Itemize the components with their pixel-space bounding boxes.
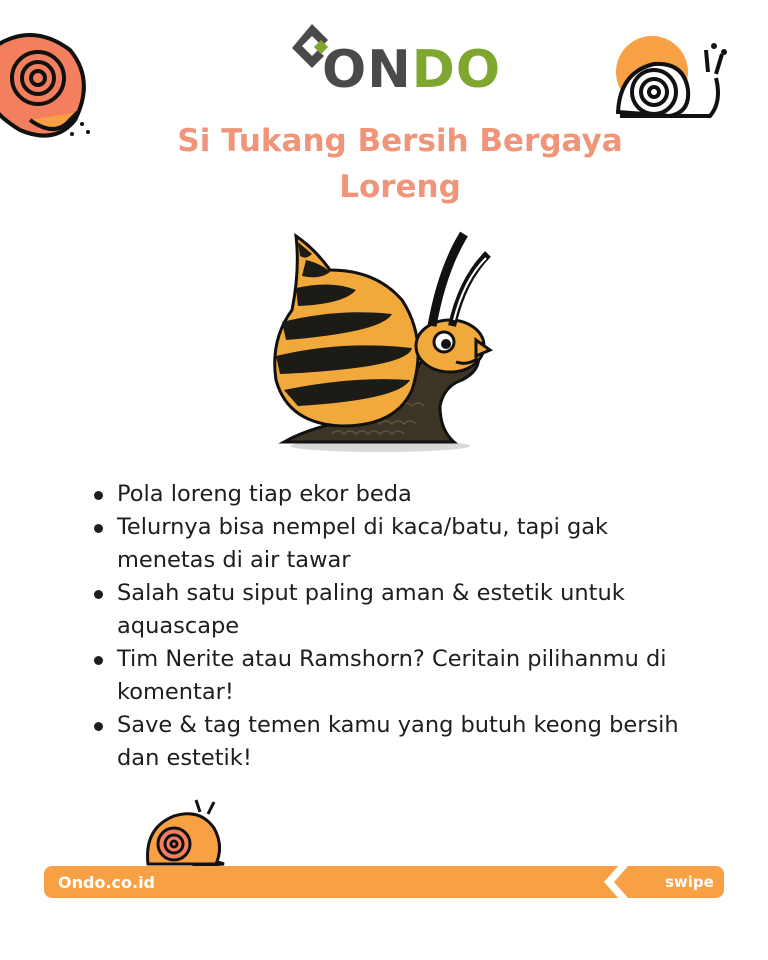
page-title-line1: Si Tukang Bersih Bergaya: [177, 123, 623, 159]
list-item: Tim Nerite atau Ramshorn? Ceritain pilihanmu di komentar!: [92, 643, 702, 709]
brand-wordmark: [322, 40, 502, 100]
snail-decoration-bottom-icon: [144, 798, 230, 868]
snail-decoration-top-right-icon: [610, 32, 730, 124]
footer-website-link[interactable]: Ondo.co.id: [58, 873, 156, 892]
brand-logo: [286, 22, 502, 100]
brand-name-part1: ON: [322, 40, 412, 100]
swipe-chevron-icon: [600, 862, 640, 902]
snail-decoration-top-left-icon: [0, 20, 92, 138]
zebra-snail-illustration: [272, 230, 498, 456]
fact-list: [92, 478, 702, 775]
brand-name-part2: DO: [411, 40, 502, 100]
list-item: Telurnya bisa nempel di kaca/batu, tapi gak menetas di air tawar: [92, 511, 702, 577]
list-item: Salah satu siput paling aman & estetik untuk aquascape: [92, 577, 702, 643]
page-title-line2: Loreng: [339, 169, 461, 205]
list-item: Pola loreng tiap ekor beda: [92, 478, 702, 511]
swipe-button[interactable]: swipe: [665, 873, 714, 891]
page-title: [160, 118, 640, 210]
list-item: Save & tag temen kamu yang butuh keong bersih dan estetik!: [92, 709, 702, 775]
